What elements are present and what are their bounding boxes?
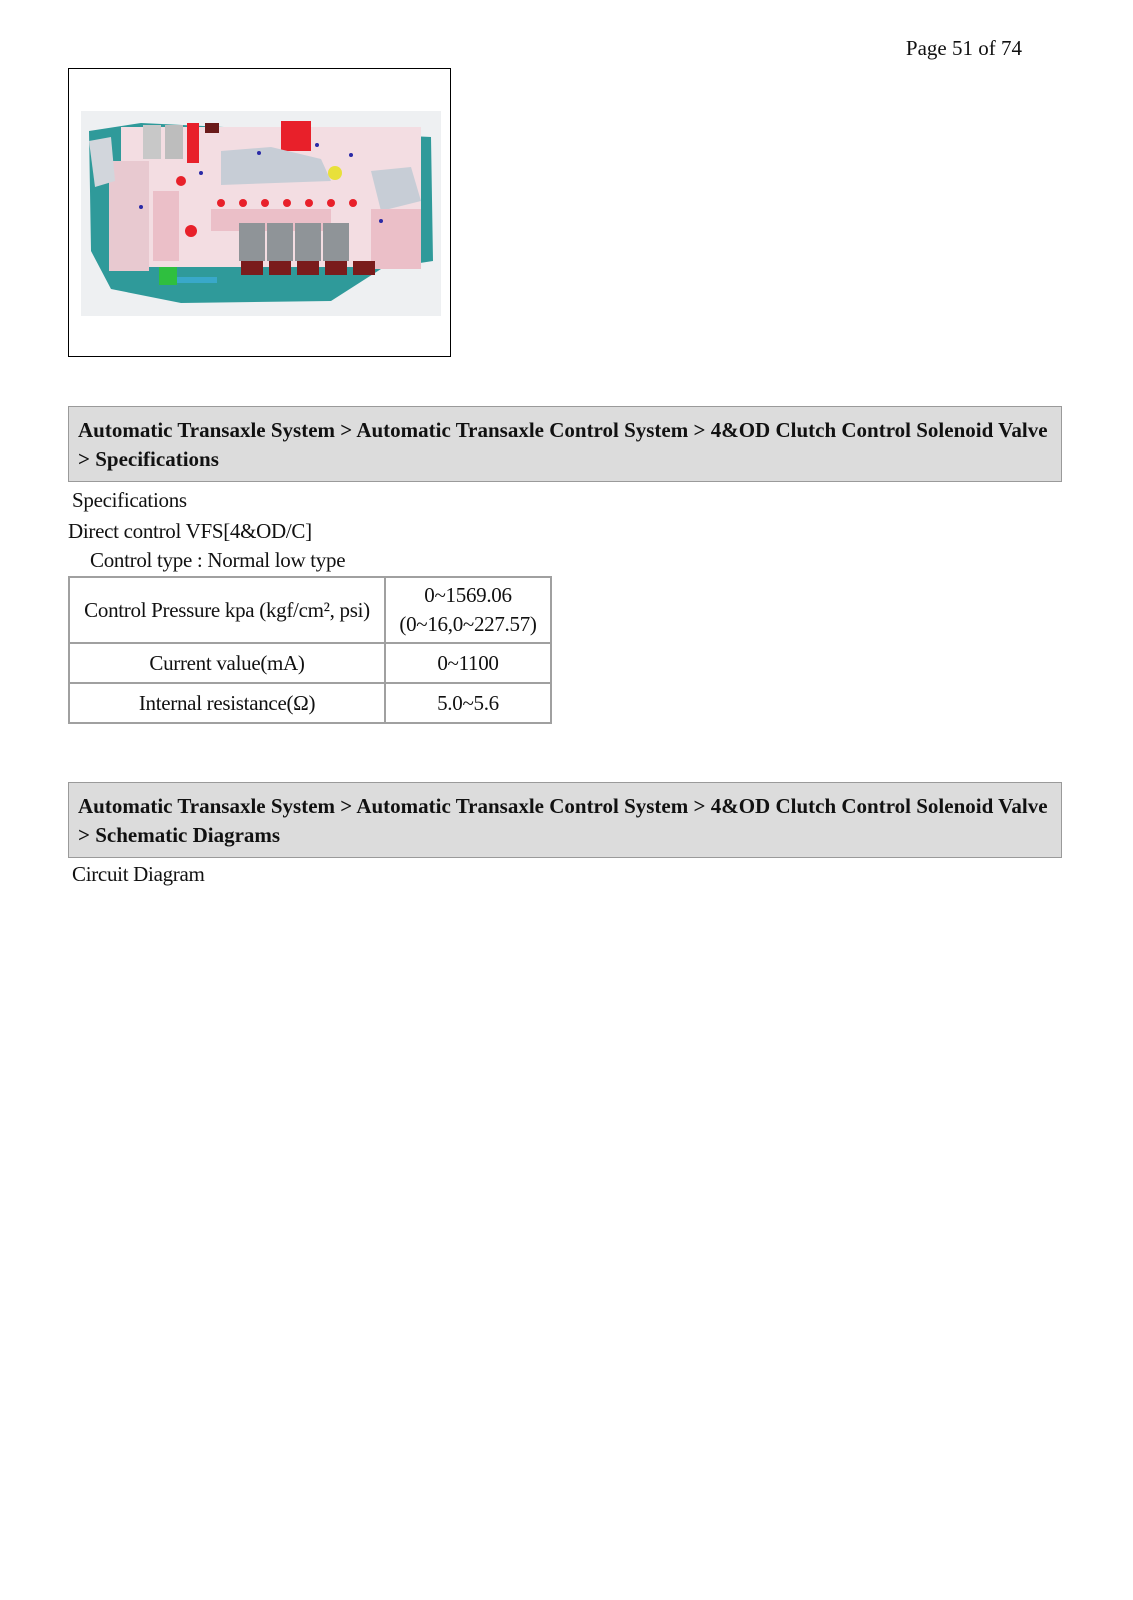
param-cell: Current value(mA) bbox=[69, 643, 385, 683]
table-row bbox=[69, 683, 551, 723]
value-cell: 0~1100 bbox=[385, 643, 551, 683]
value-cell: 5.0~5.6 bbox=[385, 683, 551, 723]
section-header-schematic-diagrams: Automatic Transaxle System > Automatic Transaxle Control System > 4&OD Clutch Control Solenoid Valve > Schematic Diagrams bbox=[68, 782, 1062, 858]
specifications-table bbox=[68, 576, 552, 724]
specifications-subtitle: Specifications bbox=[72, 488, 187, 512]
param-cell: Internal resistance(Ω) bbox=[69, 683, 385, 723]
value-cell bbox=[385, 577, 551, 643]
param-cell: Control Pressure kpa (kgf/cm², psi) bbox=[69, 577, 385, 643]
item-label: Direct control VFS[4&OD/C] bbox=[68, 519, 312, 543]
circuit-diagram-subtitle: Circuit Diagram bbox=[72, 862, 205, 886]
value-line: 0~1569.06 bbox=[424, 583, 512, 607]
table-row bbox=[69, 643, 551, 683]
page-number: Page 51 of 74 bbox=[905, 36, 1022, 60]
valve-body-figure bbox=[68, 68, 451, 357]
table-row bbox=[69, 577, 551, 643]
value-line: (0~16,0~227.57) bbox=[399, 612, 537, 636]
section-header-specifications: Automatic Transaxle System > Automatic Transaxle Control System > 4&OD Clutch Control Solenoid Valve > Specifications bbox=[68, 406, 1062, 482]
control-type-text: Control type : Normal low type bbox=[90, 548, 346, 572]
valve-body-illustration bbox=[81, 111, 441, 316]
